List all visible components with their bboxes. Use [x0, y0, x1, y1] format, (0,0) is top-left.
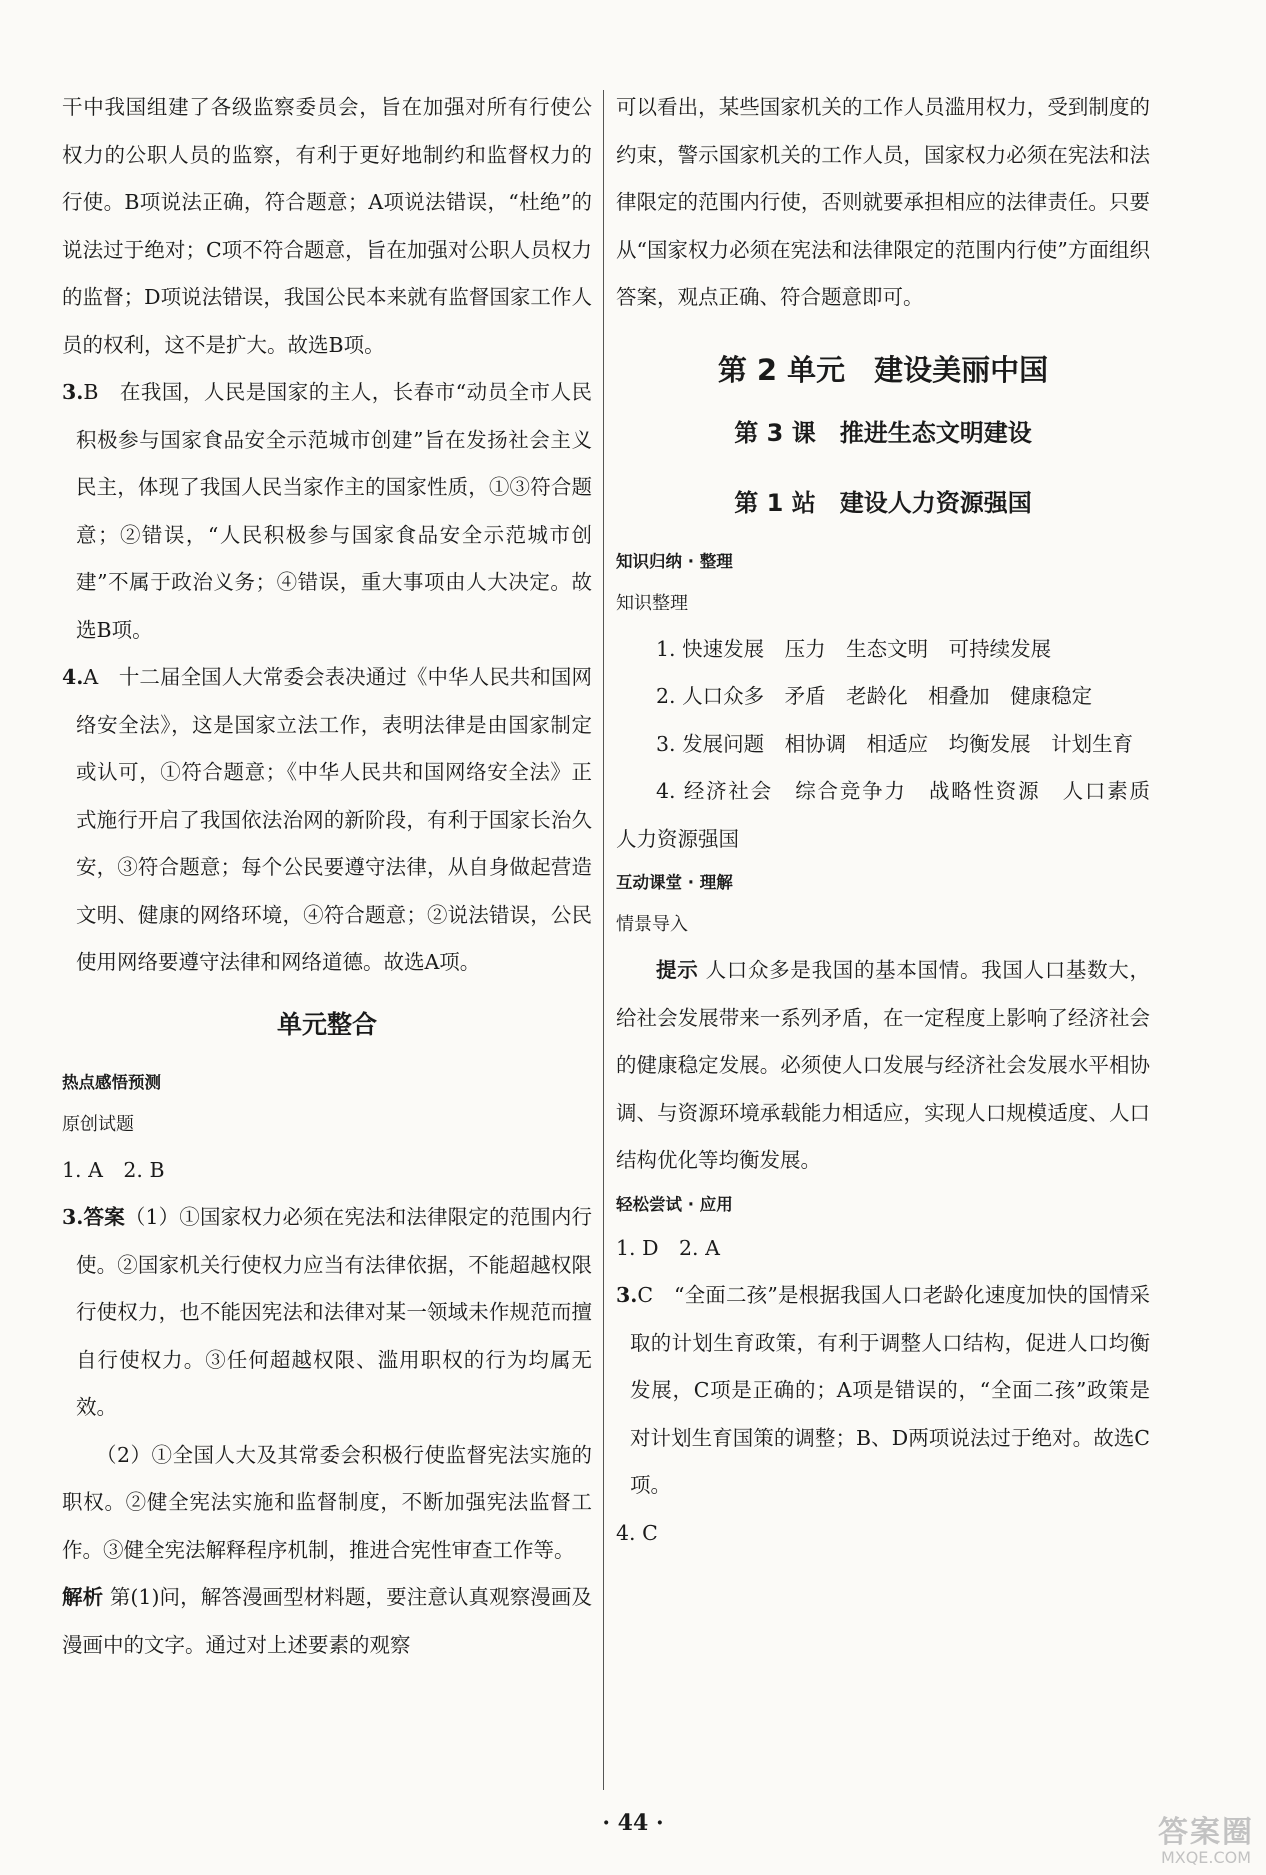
paragraph-continued: 可以看出，某些国家机关的工作人员滥用权力，受到制度的约束，警示国家机关的工作人员，国家权力必须在宪法和法律限定的范围内行使，否则就要承担相应的法律责任。只要从“国家权力必须在宪法和法律限定的范围内行使”方面组织答案，观点正确、符合题意即可。 — [616, 95, 1150, 309]
column-divider — [603, 90, 604, 1790]
paragraph-continued: 干中我国组建了各级监察委员会，旨在加强对所有行使公权力的公职人员的监察，有利于更好地制约和监督权力的行使。B项说法正确，符合题意；A项说法错误，“杜绝”的说法过于绝对；C项不符合题意，旨在加强对公职人员权力的监督；D项说法错误，我国公民本来就有监督国家工作人员的权利，这不是扩大。故选B项。 — [62, 95, 592, 357]
subheading-knowledge-organize: 知识整理 — [616, 592, 688, 614]
watermark-main: 答案圈 — [1158, 1815, 1254, 1850]
knowledge-item-4: 4. 经济社会 综合竞争力 战略性资源 人口素质 人力资源强国 — [616, 779, 1171, 851]
lesson-title: 第 3 课 推进生态文明建设 — [734, 418, 1032, 447]
answer-label: 答案 — [83, 1205, 125, 1229]
answer-item-3 — [616, 1272, 1150, 1510]
subheading-scenario: 情景导入 — [616, 914, 688, 935]
answer-item-3 — [62, 369, 592, 654]
watermark-sub: MXQE.COM — [1160, 1848, 1252, 1867]
item-number: 3. — [62, 1205, 84, 1229]
left-column — [62, 84, 592, 1669]
item-text: A 十二届全国人大常委会表决通过《中华人民共和国网络安全法》，这是国家立法工作，表明法律是由国家制定或认可，①符合题意；《中华人民共和国网络安全法》正式施行开启了我国依法治网的新阶段，有利于国家长治久安，③符合题意；每个公民要遵守法律，从自身做起营造文明、健康的网络环境，④符合题意；②说法错误，公民使用网络要遵守法律和网络道德。故选A项。 — [76, 665, 592, 974]
answers-1-2: 1. D 2. A — [616, 1235, 720, 1260]
knowledge-item-2: 2. 人口众多 矛盾 老龄化 相叠加 健康稳定 — [656, 684, 1093, 708]
item-text: B 在我国，人民是国家的主人，长春市“动员全市人民积极参与国家食品安全示范城市创建”旨在发扬社会主义民主，体现了我国人民当家作主的国家性质，①③符合题意；②错误，“人民积极参与国家食品安全示范城市创建”不属于政治义务；④错误，重大事项由人大决定。故选B项。 — [76, 380, 592, 642]
item-number: 4. — [62, 665, 84, 689]
unit-title: 第 2 单元 建设美丽中国 — [717, 352, 1049, 387]
heading-easy-try: 轻松尝试 · 应用 — [616, 1194, 733, 1214]
knowledge-item-3: 3. 发展问题 相协调 相适应 均衡发展 计划生育 — [656, 731, 1134, 756]
hint-text: 人口众多是我国的基本国情。我国人口基数大，给社会发展带来一系列矛盾，在一定程度上影响了经济社会的健康稳定发展。必须使人口发展与经济社会发展水平相协调、与资源环境承载能力相适应，实现人口规模适度、人口结构优化等均衡发展。 — [616, 958, 1151, 1172]
item-text: （1）①国家权力必须在宪法和法律限定的范围内行使。②国家机关行使权力应当有法律依据，不能超越权限行使权力，也不能因宪法和法律对某一领域未作规范而擅自行使权力。③任何超越权限、滥用职权的行为均属无效。 — [76, 1205, 593, 1419]
section-title: 单元整合 — [276, 1009, 377, 1039]
right-column — [616, 84, 1171, 1557]
heading-interactive-class: 互动课堂 · 理解 — [616, 873, 733, 892]
watermark-logo — [1158, 1817, 1254, 1867]
answer-item-3b — [62, 1194, 592, 1432]
heading-knowledge-summary: 知识归纳 · 整理 — [616, 551, 733, 571]
hint-paragraph — [616, 947, 1150, 1185]
answers-1-2: 1. A 2. B — [62, 1157, 165, 1182]
answer-item-4: 4. C — [616, 1520, 658, 1545]
analysis — [62, 1574, 592, 1669]
knowledge-item-1: 1. 快速发展 压力 生态文明 可持续发展 — [656, 636, 1052, 661]
answer-part-2: （2）①全国人大及其常委会积极行使监督宪法实施的职权。②健全宪法实施和监督制度，不断加强宪法监督工作。③健全宪法解释程序机制，推进合宪性审查工作等。 — [62, 1442, 592, 1562]
station-title: 第 1 站 建设人力资源强国 — [734, 488, 1032, 517]
analysis-text: 第(1)问，解答漫画型材料题，要注意认真观察漫画及漫画中的文字。通过对上述要素的观察 — [62, 1585, 592, 1657]
item-number: 3. — [616, 1283, 638, 1307]
hint-label: 提示 — [656, 958, 699, 982]
page-number: · 44 · — [602, 1810, 664, 1836]
subheading-original-questions: 原创试题 — [62, 1113, 134, 1135]
item-number: 3. — [62, 380, 84, 404]
heading-hot-topics: 热点感悟预测 — [62, 1072, 161, 1092]
item-text: C “全面二孩”是根据我国人口老龄化速度加快的国情采取的计划生育政策，有利于调整人口结构，促进人口均衡发展，C项是正确的；A项是错误的，“全面二孩”政策是对计划生育国策的调整；B、D两项说法过于绝对。故选C项。 — [630, 1283, 1150, 1497]
answer-item-4 — [62, 654, 592, 987]
analysis-label: 解析 — [62, 1585, 104, 1609]
